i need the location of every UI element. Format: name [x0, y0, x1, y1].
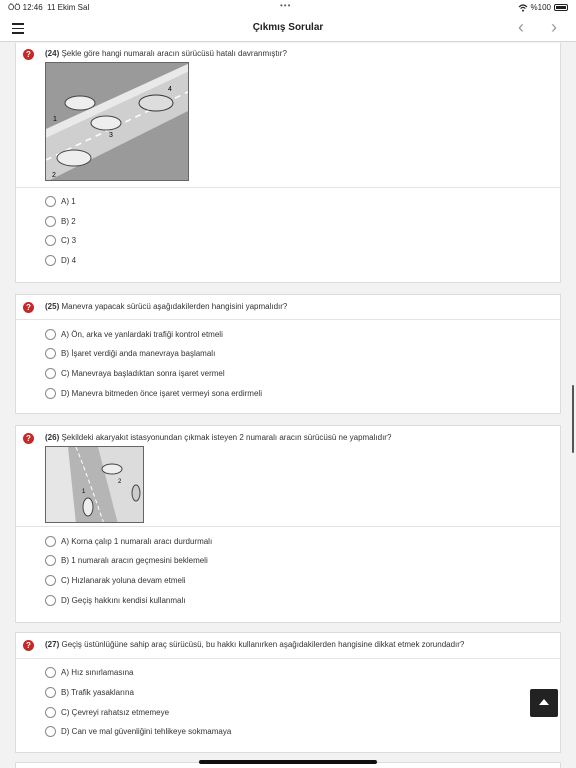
option-label: C) Hızlanarak yoluna devam etmeli [61, 575, 186, 585]
radio-button[interactable] [45, 255, 56, 266]
navigation-bar [0, 14, 576, 42]
next-arrow-icon[interactable]: › [551, 17, 557, 37]
wifi-icon [518, 4, 528, 12]
multitask-dots[interactable]: ••• [280, 1, 292, 10]
question-icon: ? [23, 302, 34, 313]
answer-option-b[interactable] [45, 345, 215, 361]
question-icon: ? [23, 433, 34, 444]
image-label-1: 1 [82, 489, 86, 495]
image-label-2: 2 [118, 479, 122, 485]
questions-list[interactable] [0, 43, 576, 768]
answer-option-d[interactable] [45, 723, 231, 739]
status-time-date [8, 3, 89, 12]
scroll-to-top-button[interactable] [530, 689, 558, 717]
status-time: ÖÖ 12:46 [8, 3, 43, 12]
image-label-3: 3 [109, 132, 113, 139]
question-icon: ? [23, 49, 34, 60]
question-header [16, 426, 560, 527]
question-header [16, 295, 560, 320]
answer-option-b[interactable] [45, 684, 134, 700]
radio-button[interactable] [45, 555, 56, 566]
answer-option-a[interactable] [45, 533, 212, 549]
question-header [16, 633, 560, 659]
option-label: D) Geçiş hakkını kendisi kullanmalı [61, 595, 186, 605]
question-card-27 [15, 632, 561, 753]
option-label: D) 4 [61, 255, 77, 265]
radio-button[interactable] [45, 595, 56, 606]
radio-button[interactable] [45, 368, 56, 379]
question-header [16, 43, 560, 188]
radio-button[interactable] [45, 388, 56, 399]
home-indicator[interactable] [199, 760, 377, 764]
question-image [45, 446, 144, 523]
question-number: (27) [45, 640, 60, 649]
question-number: (24) [45, 49, 60, 58]
radio-button[interactable] [45, 687, 56, 698]
previous-arrow-icon[interactable]: ‹ [518, 17, 524, 37]
battery-percent: %100 [530, 3, 551, 12]
answer-option-a[interactable] [45, 664, 133, 680]
radio-button[interactable] [45, 348, 56, 359]
question-text [45, 302, 287, 311]
answer-option-d[interactable] [45, 385, 262, 401]
question-text [45, 49, 287, 58]
answer-option-a[interactable] [45, 193, 76, 209]
answer-option-b[interactable] [45, 552, 208, 568]
option-label: B) İşaret verdiği anda manevraya başlamalı [61, 348, 216, 358]
image-label-1: 1 [53, 116, 57, 123]
answer-option-b[interactable] [45, 213, 76, 229]
answer-option-c[interactable] [45, 704, 169, 720]
option-label: A) Ön, arka ve yanlardaki trafiği kontrol etmeli [61, 329, 223, 339]
answer-option-d[interactable] [45, 252, 76, 268]
radio-button[interactable] [45, 235, 56, 246]
question-body: Geçiş üstünlüğüne sahip araç sürücüsü, bu hakkı kullanırken aşağıdakilerden hangisine dikkat etmek zorundadır? [61, 640, 465, 649]
option-label: A) Hız sınırlamasına [61, 667, 134, 677]
question-body: Manevra yapacak sürücü aşağıdakilerden hangisini yapmalıdır? [61, 302, 288, 311]
option-label: B) 1 numaralı aracın geçmesini beklemeli [61, 555, 208, 565]
radio-button[interactable] [45, 216, 56, 227]
battery-icon [554, 4, 568, 11]
scrollbar[interactable] [572, 385, 574, 453]
image-label-2: 2 [52, 172, 56, 179]
answer-option-c[interactable] [45, 365, 225, 381]
status-date: 11 Ekim Sal [47, 3, 90, 12]
page-title: Çıkmış Sorular [252, 22, 324, 33]
option-label: C) 3 [61, 235, 77, 245]
radio-button[interactable] [45, 536, 56, 547]
radio-button[interactable] [45, 707, 56, 718]
question-number: (25) [45, 302, 60, 311]
answer-option-c[interactable] [45, 572, 186, 588]
option-label: B) Trafik yasaklarına [61, 687, 134, 697]
radio-button[interactable] [45, 196, 56, 207]
question-icon: ? [23, 640, 34, 651]
radio-button[interactable] [45, 329, 56, 340]
question-text [45, 433, 391, 442]
status-bar [0, 0, 576, 14]
radio-button[interactable] [45, 726, 56, 737]
option-label: A) 1 [61, 196, 76, 206]
answer-option-c[interactable] [45, 232, 76, 248]
answer-option-d[interactable] [45, 592, 186, 608]
option-label: B) 2 [61, 216, 76, 226]
image-label-4: 4 [168, 86, 172, 93]
question-body: Şekle göre hangi numaralı aracın sürücüsü hatalı davranmıştır? [61, 49, 287, 58]
radio-button[interactable] [45, 667, 56, 678]
option-label: C) Çevreyi rahatsız etmemeye [61, 707, 170, 717]
question-body: Şekildeki akaryakıt istasyonundan çıkmak isteyen 2 numaralı aracın sürücüsü ne yapmalıdır? [61, 433, 392, 442]
question-card-25 [15, 294, 561, 414]
question-image [45, 62, 189, 181]
status-right [518, 3, 568, 12]
answer-option-a[interactable] [45, 326, 223, 342]
option-label: C) Manevraya başladıktan sonra işaret vermel [61, 368, 225, 378]
question-text [45, 640, 464, 649]
question-number: (26) [45, 433, 60, 442]
question-card-26 [15, 425, 561, 623]
option-label: D) Can ve mal güvenliğini tehlikeye sokmamaya [61, 726, 232, 736]
question-card-24 [15, 43, 561, 283]
option-label: A) Korna çalıp 1 numaralı aracı durdurmalı [61, 536, 213, 546]
radio-button[interactable] [45, 575, 56, 586]
option-label: D) Manevra bitmeden önce işaret vermeyi sona erdirmeli [61, 388, 262, 398]
